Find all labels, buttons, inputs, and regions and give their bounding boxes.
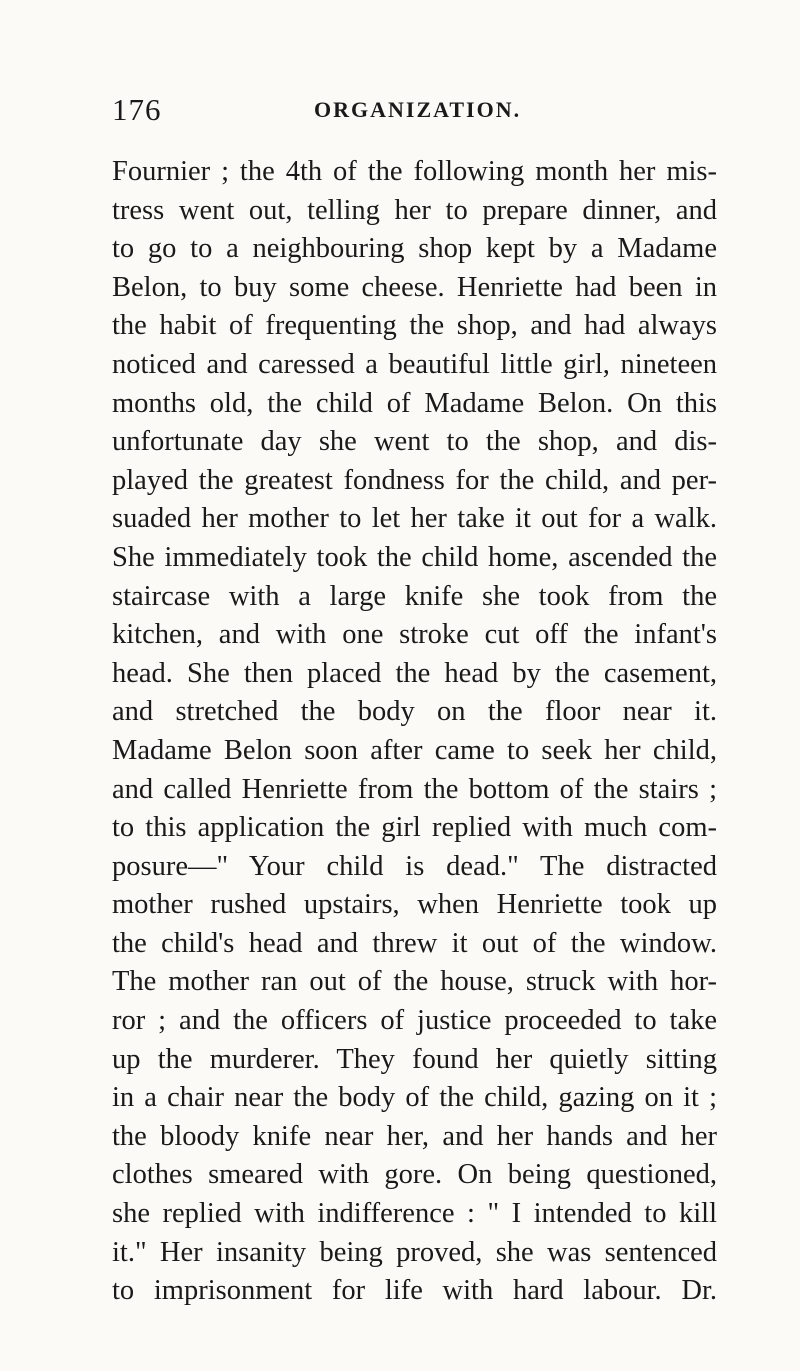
page-header <box>112 92 712 132</box>
text-line: noticed and caressed a beautiful little girl, nineteen <box>112 348 717 380</box>
text-line: the child's head and threw it out of the window. <box>112 927 717 959</box>
body-text <box>112 153 717 1311</box>
text-line: and stretched the body on the floor near it. <box>112 696 717 728</box>
text-line: Madame Belon soon after came to seek her child, <box>112 734 717 766</box>
text-line: in a chair near the body of the child, gazing on it ; <box>112 1082 717 1114</box>
running-head: ORGANIZATION. <box>314 97 522 122</box>
text-line: and called Henriette from the bottom of the stairs ; <box>112 773 717 805</box>
text-line: Belon, to buy some cheese. Henriette had been in <box>112 271 717 303</box>
text-line: The mother ran out of the house, struck with hor- <box>112 966 717 998</box>
text-line: suaded her mother to let her take it out for a walk. <box>112 503 717 535</box>
text-line: head. She then placed the head by the casement, <box>112 657 717 689</box>
text-line: months old, the child of Madame Belon. On this <box>112 387 717 419</box>
text-line: posure—" Your child is dead." The distracted <box>112 850 717 882</box>
text-line: kitchen, and with one stroke cut off the infant's <box>112 619 717 651</box>
text-line: played the greatest fondness for the child, and per- <box>112 464 717 496</box>
text-line: the habit of frequenting the shop, and had always <box>112 310 717 342</box>
text-line: She immediately took the child home, ascended the <box>112 541 717 573</box>
text-line: up the murderer. They found her quietly sitting <box>112 1043 717 1075</box>
text-line: Fournier ; the 4th of the following month her mis- <box>112 156 717 187</box>
text-line: to go to a neighbouring shop kept by a Madame <box>112 233 717 265</box>
text-line: ror ; and the officers of justice proceeded to take <box>112 1005 717 1037</box>
text-line: to this application the girl replied with much com- <box>112 812 717 844</box>
text-line: tress went out, telling her to prepare dinner, and <box>112 194 717 226</box>
text-line: it." Her insanity being proved, she was sentenced <box>112 1236 717 1268</box>
text-line: to imprisonment for life with hard labour. Dr. <box>112 1275 717 1307</box>
text-line: clothes smeared with gore. On being questioned, <box>112 1159 717 1191</box>
text-line: unfortunate day she went to the shop, and dis- <box>112 426 717 458</box>
text-line: mother rushed upstairs, when Henriette took up <box>112 889 717 921</box>
text-line: staircase with a large knife she took from the <box>112 580 717 612</box>
text-line: she replied with indifference : " I intended to kill <box>112 1198 717 1230</box>
text-line: the bloody knife near her, and her hands and her <box>112 1120 717 1152</box>
page-number: 176 <box>112 92 162 127</box>
